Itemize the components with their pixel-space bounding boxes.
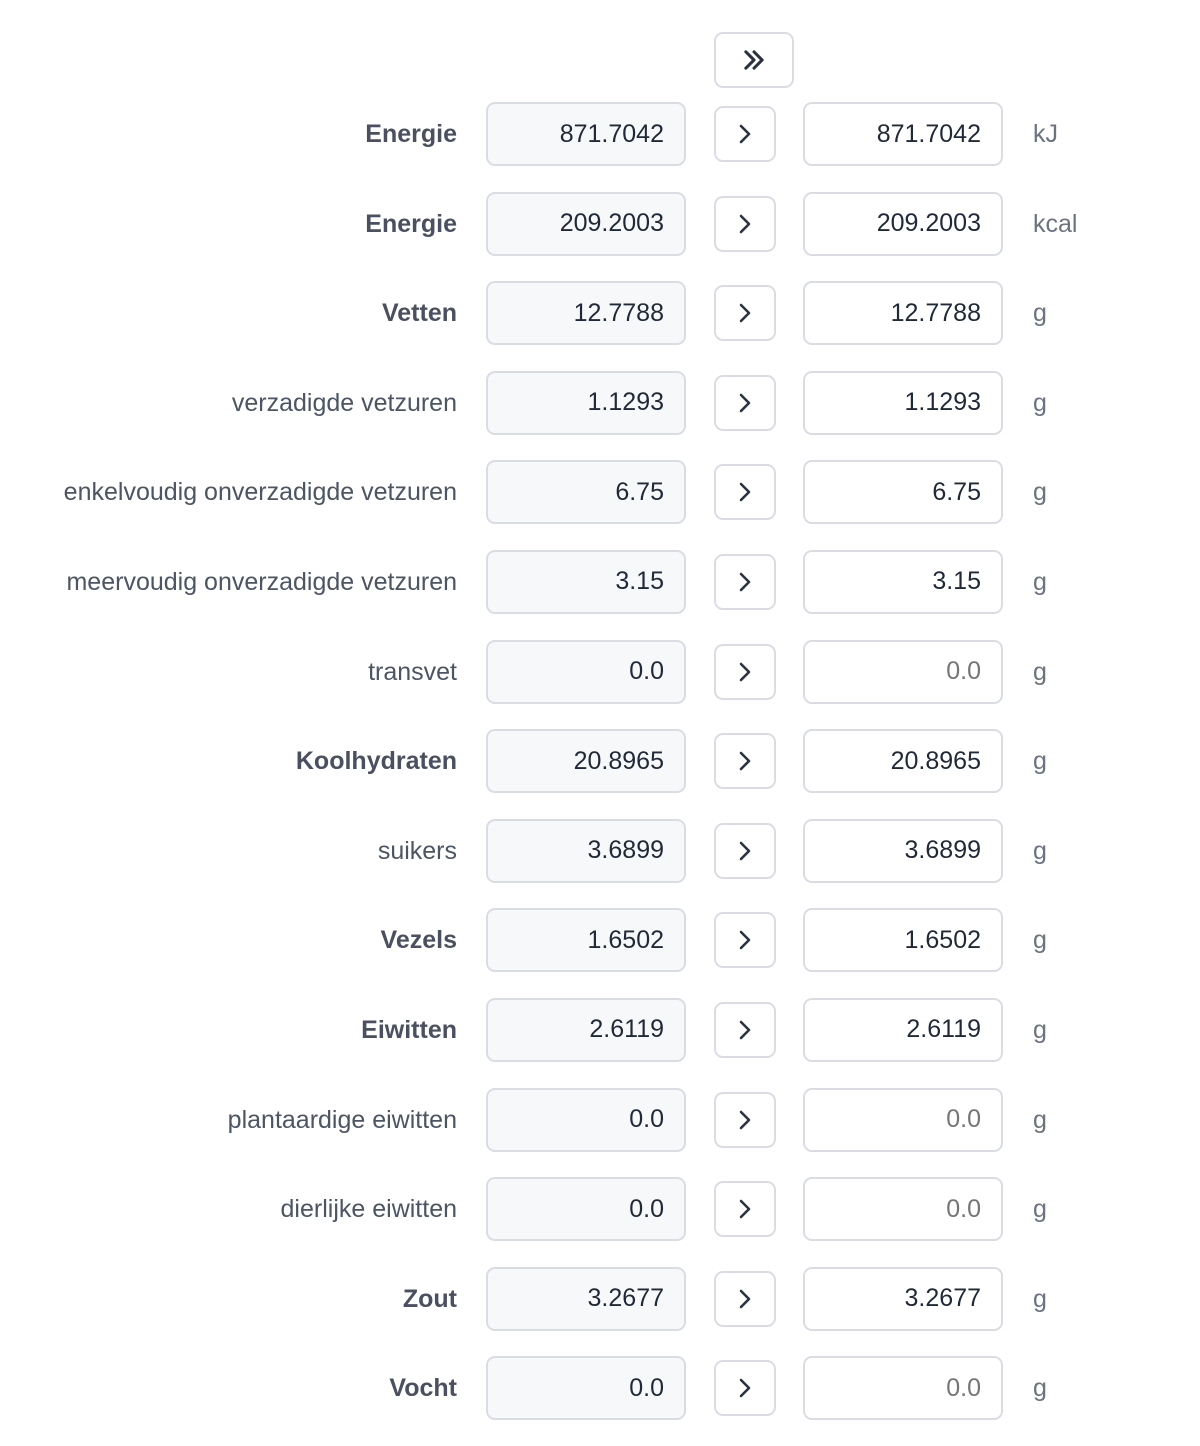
target-value-field[interactable] [803, 729, 1003, 793]
chevron-right-icon [733, 391, 757, 415]
chevron-right-icon [733, 1018, 757, 1042]
source-value-field[interactable] [486, 281, 686, 345]
chevron-right-icon [733, 212, 757, 236]
source-value-field[interactable] [486, 460, 686, 524]
source-value-field[interactable] [486, 640, 686, 704]
chevron-right-icon [733, 570, 757, 594]
copy-all-button[interactable] [714, 32, 794, 88]
nutrient-row [0, 819, 1200, 909]
source-value-field[interactable] [486, 908, 686, 972]
copy-value-button[interactable] [714, 912, 776, 968]
unit-label: g [1033, 926, 1047, 955]
nutrient-row [0, 1267, 1200, 1357]
unit-label: kJ [1033, 120, 1058, 148]
chevron-right-icon [733, 122, 757, 146]
nutrient-row [0, 1088, 1200, 1178]
nutrient-label: verzadigde vetzuren [231, 388, 457, 417]
copy-value-button[interactable] [714, 1271, 776, 1327]
nutrient-label: transvet [368, 657, 457, 686]
source-value-field[interactable] [486, 998, 686, 1062]
copy-value-button[interactable] [714, 1360, 776, 1416]
target-value-field[interactable] [803, 819, 1003, 883]
target-value-field[interactable] [803, 460, 1003, 524]
unit-label: g [1033, 1195, 1047, 1224]
nutrient-row [0, 371, 1200, 461]
source-value-field[interactable] [486, 819, 686, 883]
source-value-field[interactable] [486, 550, 686, 614]
unit-label: g [1033, 1284, 1047, 1313]
nutrient-label: Vocht [389, 1374, 457, 1403]
target-value-field[interactable] [803, 550, 1003, 614]
unit-label: g [1033, 657, 1047, 686]
target-value-field[interactable] [803, 1267, 1003, 1331]
unit-label: g [1033, 299, 1047, 328]
unit-label: g [1033, 747, 1047, 776]
target-value-field[interactable] [803, 908, 1003, 972]
copy-value-button[interactable] [714, 1002, 776, 1058]
nutrient-row [0, 1356, 1200, 1446]
source-value-field[interactable] [486, 729, 686, 793]
nutrient-row [0, 102, 1200, 192]
copy-value-button[interactable] [714, 1181, 776, 1237]
chevron-right-icon [733, 928, 757, 952]
copy-value-button[interactable] [714, 733, 776, 789]
target-value-field[interactable] [803, 1088, 1003, 1152]
source-value-field[interactable] [486, 1267, 686, 1331]
copy-value-button[interactable] [714, 106, 776, 162]
chevron-right-icon [733, 839, 757, 863]
nutrient-row [0, 460, 1200, 550]
chevron-right-icon [733, 1197, 757, 1221]
target-value-field[interactable] [803, 192, 1003, 256]
nutrient-label: Zout [402, 1284, 457, 1313]
nutrient-label: dierlijke eiwitten [280, 1195, 457, 1224]
copy-value-button[interactable] [714, 1092, 776, 1148]
source-value-field[interactable] [486, 1088, 686, 1152]
nutrient-row [0, 998, 1200, 1088]
nutrient-label: meervoudig onverzadigde vetzuren [66, 567, 457, 596]
target-value-field[interactable] [803, 1177, 1003, 1241]
target-value-field[interactable] [803, 998, 1003, 1062]
target-value-field[interactable] [803, 102, 1003, 166]
copy-value-button[interactable] [714, 375, 776, 431]
chevron-right-icon [733, 1108, 757, 1132]
chevron-right-icon [733, 660, 757, 684]
nutrient-label: suikers [377, 836, 457, 865]
nutrient-label: Eiwitten [361, 1015, 457, 1044]
source-value-field[interactable] [486, 192, 686, 256]
nutrient-row [0, 192, 1200, 282]
nutrient-row [0, 908, 1200, 998]
unit-label: g [1033, 478, 1047, 507]
unit-label: g [1033, 1105, 1047, 1134]
nutrient-label: Vezels [380, 926, 457, 955]
unit-label: g [1033, 1015, 1047, 1044]
nutrient-row [0, 729, 1200, 819]
nutrient-label: Energie [365, 120, 457, 148]
copy-value-button[interactable] [714, 196, 776, 252]
unit-label: g [1033, 836, 1047, 865]
unit-label: g [1033, 388, 1047, 417]
nutrient-row [0, 640, 1200, 730]
copy-value-button[interactable] [714, 464, 776, 520]
nutrient-label: plantaardige eiwitten [227, 1105, 457, 1134]
source-value-field[interactable] [486, 1177, 686, 1241]
unit-label: kcal [1033, 209, 1078, 238]
target-value-field[interactable] [803, 1356, 1003, 1420]
nutrient-label: Vetten [381, 299, 457, 328]
copy-value-button[interactable] [714, 823, 776, 879]
chevrons-double-right-icon [740, 46, 768, 74]
nutrient-rows [0, 102, 1200, 1446]
chevron-right-icon [733, 480, 757, 504]
nutrient-label: enkelvoudig onverzadigde vetzuren [63, 478, 457, 507]
nutrient-row [0, 281, 1200, 371]
source-value-field[interactable] [486, 1356, 686, 1420]
target-value-field[interactable] [803, 281, 1003, 345]
chevron-right-icon [733, 749, 757, 773]
chevron-right-icon [733, 1376, 757, 1400]
chevron-right-icon [733, 301, 757, 325]
nutrient-row [0, 1177, 1200, 1267]
nutrient-row [0, 550, 1200, 640]
unit-label: g [1033, 567, 1047, 596]
copy-value-button[interactable] [714, 285, 776, 341]
copy-value-button[interactable] [714, 554, 776, 610]
copy-value-button[interactable] [714, 644, 776, 700]
target-value-field[interactable] [803, 371, 1003, 435]
target-value-field[interactable] [803, 640, 1003, 704]
unit-label: g [1033, 1374, 1047, 1403]
chevron-right-icon [733, 1287, 757, 1311]
nutrient-label: Koolhydraten [295, 747, 457, 776]
source-value-field[interactable] [486, 371, 686, 435]
nutrient-label: Energie [365, 209, 457, 238]
source-value-field[interactable] [486, 102, 686, 166]
